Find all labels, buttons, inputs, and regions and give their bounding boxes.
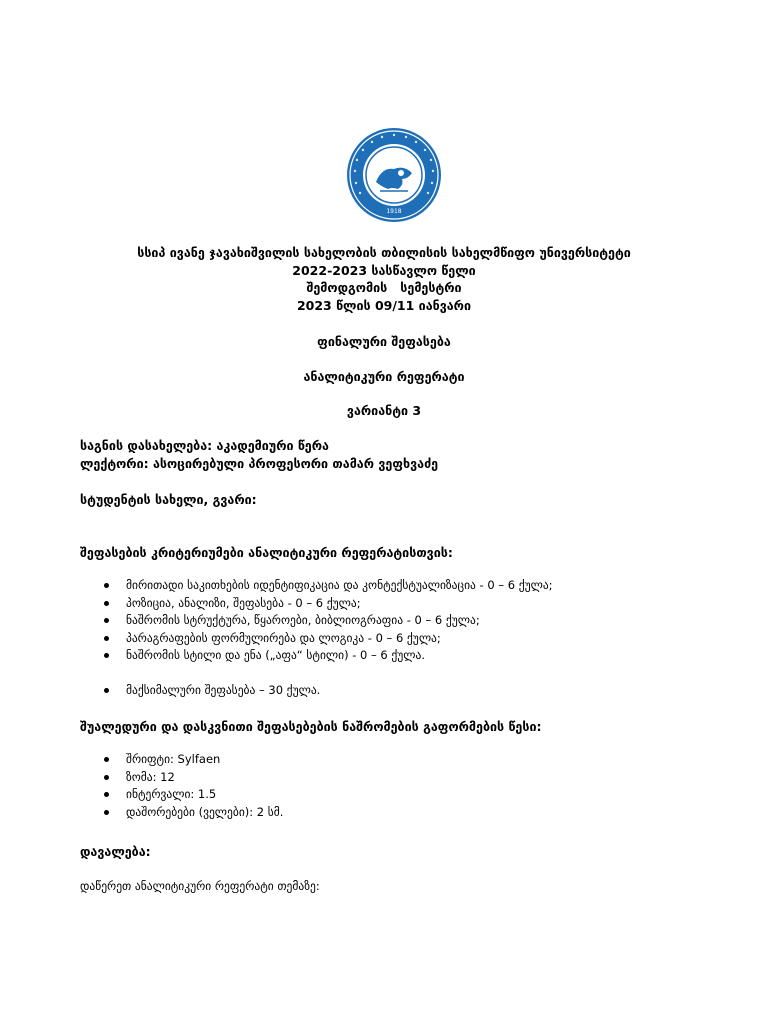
variant: ვარიანტი 3: [346, 403, 422, 418]
list-item: ნაშრომის სტილი და ენა („აფა“ სტილი) - 0 – 6 ქულა.: [104, 647, 553, 665]
logo-year: 1918: [386, 208, 402, 215]
academic-year: 2022-2023 სასწავლო წელი: [292, 262, 476, 278]
document-header: [0, 244, 768, 314]
list-item: შრიფტი: Sylfaen: [104, 751, 283, 769]
list-item: პარაგრაფების ფორმულირება და ლოგიკა - 0 – 6 ქულა;: [104, 630, 553, 648]
max-score: მაქსიმალური შეფასება – 30 ქულა.: [104, 682, 320, 700]
list-item: ზომა: 12: [104, 769, 283, 787]
bullet-icon: [104, 601, 109, 606]
list-item: მირითადი საკითხების იდენტიფიკაცია და კონტექსტუალიზაცია - 0 – 6 ქულა;: [104, 577, 553, 595]
formatting-heading: შუალედური და დასკვნითი შეფასებების ნაშრომების გაფორმების წესი:: [80, 719, 542, 734]
bullet-icon: [104, 583, 109, 588]
bullet-icon: [104, 636, 109, 641]
university-name: სსიპ ივანე ჯავახიშვილის სახელობის თბილისის სახელმწიფო უნივერსიტეტი: [137, 245, 631, 260]
exam-date: 2023 წლის 09/11 იანვარი: [296, 297, 472, 313]
bullet-icon: [104, 810, 109, 815]
course-name: საგნის დასახელება: აკადემიური წერა: [80, 438, 329, 453]
list-item: ნაშრომის სტრუქტურა, წყაროები, ბიბლიოგრაფია - 0 – 6 ქულა;: [104, 612, 553, 630]
bullet-icon: [104, 757, 109, 762]
list-item: ინტერვალი: 1.5: [104, 786, 283, 804]
bullet-icon: [104, 792, 109, 797]
lecturer-name: ლექტორი: ასოცირებული პროფესორი თამარ ვეფხვაძე: [80, 456, 439, 471]
bullet-icon: [104, 653, 109, 658]
university-seal-icon: [346, 127, 442, 223]
bullet-icon: [104, 775, 109, 780]
student-name-label: სტუდენტის სახელი, გვარი:: [80, 492, 257, 507]
exam-title: ფინალური შეფასება: [317, 334, 451, 349]
bullet-icon: [104, 618, 109, 623]
list-item: დაშორებები (ველები): 2 სმ.: [104, 804, 283, 822]
task-heading: დავალება:: [80, 844, 151, 859]
max-score-list: [104, 682, 320, 700]
formatting-list: [104, 751, 283, 821]
criteria-heading: შეფასების კრიტერიუმები ანალიტიკური რეფერატისთვის:: [80, 545, 453, 560]
bullet-icon: [104, 688, 109, 693]
work-type: ანალიტიკური რეფერატი: [303, 369, 465, 384]
semester: შემოდგომის სემესტრი: [306, 280, 462, 295]
list-item: პოზიცია, ანალიზი, შეფასება - 0 – 6 ქულა;: [104, 595, 553, 613]
criteria-list: [104, 577, 553, 665]
task-text: დაწერეთ ანალიტიკური რეფერატი თემაზე:: [80, 879, 320, 893]
